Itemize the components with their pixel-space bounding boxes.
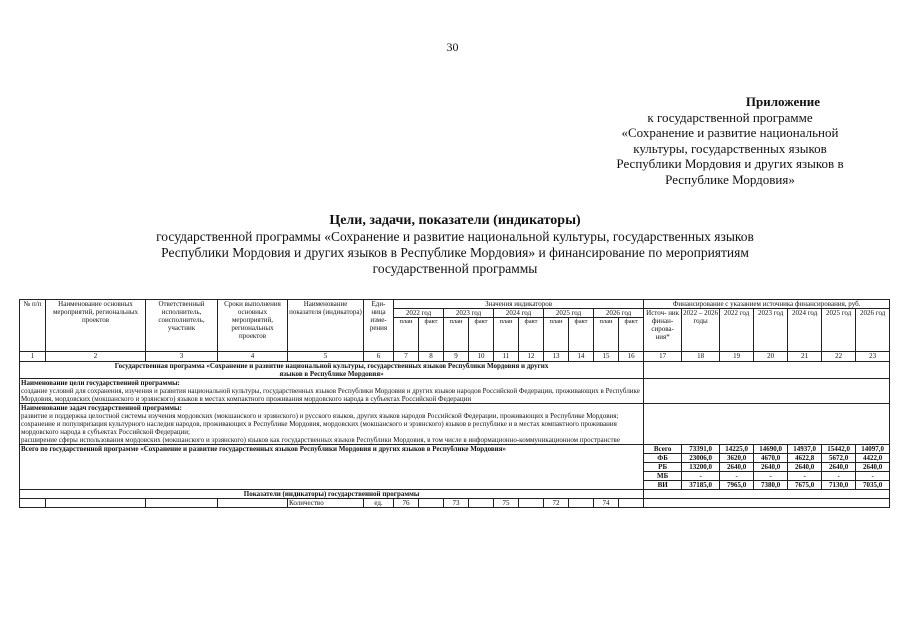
empty-cell <box>218 499 288 508</box>
appendix-line: Республике Мордовия» <box>665 171 795 187</box>
column-number: 4 <box>218 352 288 362</box>
fin-value: - <box>788 472 822 481</box>
task-text: сохранение и популяризация культурного наследия народов, проживающих в Республике Мордовия, мордовских (мокшанского и эрзянского) языков в республике и в местах компактного проживания мордовского народа в субъектах Российской Федерации; <box>21 420 617 436</box>
indicator-plan: 76 <box>394 499 419 508</box>
indicator-plan: 73 <box>444 499 469 508</box>
column-number: 18 <box>682 352 720 362</box>
task-text: расширение сферы использования мордовских (мокшанского и эрзянского) языков как государственных языков Республики Мордовия, в том числе в информационно-коммуникационном пространстве <box>21 436 620 444</box>
column-number: 15 <box>594 352 619 362</box>
indicator-fact <box>569 499 594 508</box>
appendix-line: культуры, государственных языков <box>633 140 827 156</box>
column-numbers-row <box>20 352 890 362</box>
fin-value: 23006,0 <box>682 454 720 463</box>
indicator-name: Количество <box>288 499 364 508</box>
fin-value: 37185,0 <box>682 481 720 490</box>
header-fact: факт <box>419 318 444 352</box>
fin-value: 2640,0 <box>822 463 856 472</box>
header-indicator-values: Значения индикаторов <box>394 300 644 309</box>
heading-line: государственной программы «Сохранение и развитие национальной культуры, государственных языков <box>156 229 754 244</box>
column-number: 16 <box>619 352 644 362</box>
column-number: 9 <box>444 352 469 362</box>
header-year: 2024 год <box>494 309 544 318</box>
heading-line: Республики Мордовия и других языков в Республике Мордовия» и финансирование по мероприятиям <box>161 245 749 260</box>
fin-source: МБ <box>644 472 682 481</box>
fin-value: 14690,0 <box>754 445 788 454</box>
indicator-plan: 74 <box>594 499 619 508</box>
column-number: 21 <box>788 352 822 362</box>
column-number: 20 <box>754 352 788 362</box>
header-total-period: 2022 – 2026 годы <box>682 309 720 352</box>
header-fact: факт <box>619 318 644 352</box>
indicator-plan: 75 <box>494 499 519 508</box>
indicator-fact <box>419 499 444 508</box>
fin-value: 4622,8 <box>788 454 822 463</box>
header-fin-year: 2025 год <box>822 309 856 352</box>
header-plan: план <box>444 318 469 352</box>
fin-value: - <box>856 472 890 481</box>
appendix-title: Приложение <box>745 94 820 109</box>
header-unit: Еди- ница изме- рения <box>364 300 394 352</box>
indicator-plan: 72 <box>544 499 569 508</box>
column-number: 7 <box>394 352 419 362</box>
column-number: 10 <box>469 352 494 362</box>
fin-value: - <box>682 472 720 481</box>
header-number: № п/п <box>20 300 46 352</box>
fin-value: 4422,0 <box>856 454 890 463</box>
column-number: 13 <box>544 352 569 362</box>
indicator-fact <box>469 499 494 508</box>
header-indicator: Наименование показателя (индикатора) <box>288 300 364 352</box>
header-fin-year: 2023 год <box>754 309 788 352</box>
header-source: Источ- ник финан- сирова- ния* <box>644 309 682 352</box>
header-plan: план <box>594 318 619 352</box>
fin-value: 7035,0 <box>856 481 890 490</box>
fin-value: 2640,0 <box>754 463 788 472</box>
header-executor: Ответственный исполнитель, соисполнитель, участник <box>146 300 218 352</box>
fin-value: 14225,0 <box>720 445 754 454</box>
header-fin-year: 2026 год <box>856 309 890 352</box>
program-title-row <box>20 362 890 379</box>
fin-value: 14937,0 <box>788 445 822 454</box>
header-year: 2026 год <box>594 309 644 318</box>
fin-value: 5672,0 <box>822 454 856 463</box>
appendix-line: «Сохранение и развитие национальной <box>621 125 839 140</box>
fin-value: 2640,0 <box>856 463 890 472</box>
tasks-row <box>20 404 890 445</box>
header-year: 2025 год <box>544 309 594 318</box>
fin-source: Всего <box>644 445 682 454</box>
header-fin-year: 2022 год <box>720 309 754 352</box>
fin-value: 15442,0 <box>822 445 856 454</box>
column-number: 1 <box>20 352 46 362</box>
fin-value: 2640,0 <box>788 463 822 472</box>
column-number: 5 <box>288 352 364 362</box>
column-number: 22 <box>822 352 856 362</box>
header-plan: план <box>494 318 519 352</box>
column-number: 14 <box>569 352 594 362</box>
indicator-unit: ед. <box>364 499 394 508</box>
fin-value: - <box>720 472 754 481</box>
header-financing: Финансирование с указанием источника финансирования, руб. <box>644 300 890 309</box>
fin-source: ФБ <box>644 454 682 463</box>
appendix-block <box>560 94 900 187</box>
fin-value: 7130,0 <box>822 481 856 490</box>
heading-line: государственной программы <box>372 261 538 276</box>
fin-value: 3620,0 <box>720 454 754 463</box>
tasks-cell <box>20 404 644 445</box>
total-label: Всего по государственной программе «Сохранение и развитие государственных языков Республики Мордовия и других языков в Республике Мордовия» <box>20 445 644 490</box>
column-number: 3 <box>146 352 218 362</box>
goal-label: Наименование цели государственной программы: <box>21 379 180 387</box>
header-year: 2022 год <box>394 309 444 318</box>
header-fact: факт <box>519 318 544 352</box>
fin-value: 73391,0 <box>682 445 720 454</box>
column-number: 6 <box>364 352 394 362</box>
fin-value: 14097,0 <box>856 445 890 454</box>
fin-value: 7675,0 <box>788 481 822 490</box>
fin-value: 13200,0 <box>682 463 720 472</box>
empty-cell <box>644 379 890 404</box>
header-fact: факт <box>569 318 594 352</box>
program-table <box>19 299 890 508</box>
column-number: 23 <box>856 352 890 362</box>
empty-cell <box>46 499 146 508</box>
heading-title: Цели, задачи, показатели (индикаторы) <box>329 213 581 228</box>
header-year: 2023 год <box>444 309 494 318</box>
total-row <box>20 445 890 454</box>
appendix-line: Республики Мордовия и других языков в <box>616 156 844 171</box>
header-plan: план <box>544 318 569 352</box>
fin-value: - <box>822 472 856 481</box>
fin-source: ВИ <box>644 481 682 490</box>
fin-value: - <box>754 472 788 481</box>
fin-source: РБ <box>644 463 682 472</box>
column-number: 19 <box>720 352 754 362</box>
empty-cell <box>146 499 218 508</box>
indicators-title: Показатели (индикаторы) государственной программы <box>20 490 644 499</box>
document-heading <box>70 213 840 277</box>
empty-cell <box>20 499 46 508</box>
indicator-fact <box>519 499 544 508</box>
column-number: 11 <box>494 352 519 362</box>
header-plan: план <box>394 318 419 352</box>
column-number: 12 <box>519 352 544 362</box>
column-number: 17 <box>644 352 682 362</box>
fin-value: 7380,0 <box>754 481 788 490</box>
program-title: Государственная программа «Сохранение и развитие национальной культуры, государственных языков Республики Мордовия и других языков в Республике Мордовия» <box>20 362 644 379</box>
indicator-fact <box>619 499 644 508</box>
task-text: развитие и поддержка целостной системы изучения мордовских (мокшанского и эрзянского) и русского языков, других языков народов Российской Федерации, проживающих в Республике Мордовия; <box>21 412 619 420</box>
empty-cell <box>644 404 890 445</box>
tasks-label: Наименование задач государственной программы: <box>21 404 182 412</box>
empty-cell <box>644 499 890 508</box>
goal-text: создание условий для сохранения, изучения и развития национальной культуры, государственных языков Республики Мордовия и других языков народов Российской Федерации, проживающих в Республике Мордовия, мордовских (мокшанского и эрзянского) языков в местах компактного проживания мордовского народа в субъектах Российской Федерации <box>21 387 640 403</box>
indicator-row <box>20 499 890 508</box>
fin-value: 7965,0 <box>720 481 754 490</box>
empty-cell <box>644 362 890 379</box>
column-number: 2 <box>46 352 146 362</box>
goal-cell <box>20 379 644 404</box>
header-fin-year: 2024 год <box>788 309 822 352</box>
fin-value: 4670,0 <box>754 454 788 463</box>
empty-cell <box>644 490 890 499</box>
header-fact: факт <box>469 318 494 352</box>
header-activities: Наименование основных мероприятий, региональных проектов <box>46 300 146 352</box>
column-number: 8 <box>419 352 444 362</box>
goal-row <box>20 379 890 404</box>
appendix-line: к государственной программе <box>647 109 813 125</box>
header-row <box>20 300 890 309</box>
indicators-title-row <box>20 490 890 499</box>
page-number: 30 <box>446 40 459 54</box>
header-terms: Сроки выполнения основных мероприятий, региональных проектов <box>218 300 288 352</box>
fin-value: 2640,0 <box>720 463 754 472</box>
